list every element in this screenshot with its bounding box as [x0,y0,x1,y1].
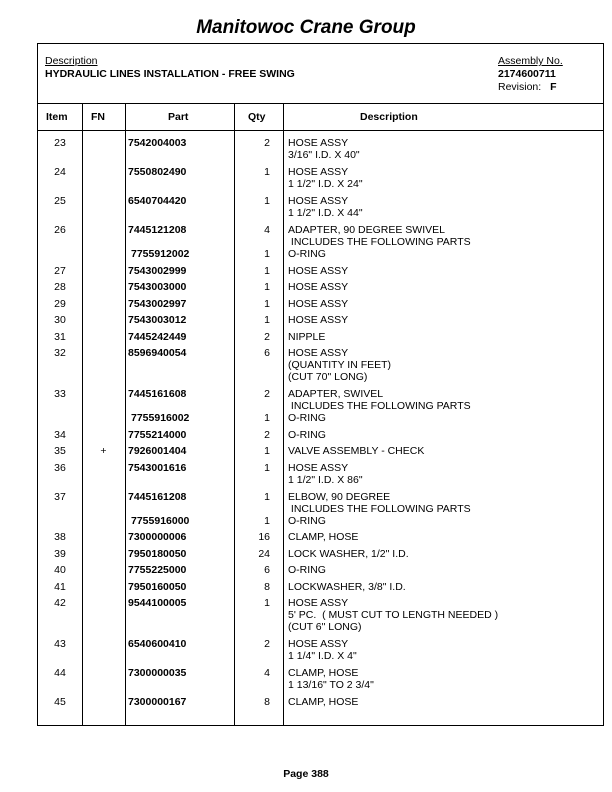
item-number: 37 [54,490,66,503]
item-number: 44 [54,667,66,679]
part-description: O-RING [288,428,326,441]
quantity: 1 [264,514,270,527]
quantity: 1 [264,597,270,609]
part-number: 7543001616 [128,461,187,474]
part-description: 1 1/4" I.D. X 4" [288,650,357,662]
item-number: 29 [54,297,66,310]
part-description: LOCKWASHER, 3/8" I.D. [288,580,406,593]
item-number: 35 [54,445,66,457]
part-number: 9544100005 [128,597,187,609]
part-description: LOCK WASHER, 1/2" I.D. [288,547,409,560]
parts-list-frame [37,43,604,726]
part-description: HOSE ASSY [288,347,349,359]
item-number: 32 [54,347,66,359]
part-description: 1 1/2" I.D. X 86" [288,473,363,486]
part-number: 7950160050 [128,580,187,593]
part-description: CLAMP, HOSE [288,696,359,708]
quantity: 6 [264,347,270,359]
quantity: 1 [264,297,270,310]
part-number: 7300000167 [128,696,187,708]
quantity: 2 [264,137,270,149]
item-number: 41 [54,580,66,593]
assembly-description: HYDRAULIC LINES INSTALLATION - FREE SWING [45,68,295,80]
quantity: 1 [264,412,270,424]
quantity: 1 [264,248,270,260]
quantity: 1 [264,195,270,207]
quantity: 4 [264,667,270,679]
column-header-description: Description [360,111,418,123]
item-number: 43 [54,638,66,650]
quantity: 6 [264,564,270,576]
part-description: HOSE ASSY [288,137,349,149]
quantity: 24 [258,547,270,560]
part-description: HOSE ASSY [288,461,349,474]
item-number: 34 [54,428,66,441]
quantity: 2 [264,330,270,343]
item-number: 39 [54,547,66,560]
part-number: 7543003012 [128,314,187,326]
column-header-fn: FN [91,111,105,123]
item-number: 45 [54,696,66,708]
column-headers [38,104,603,131]
part-number: 7950180050 [128,547,187,560]
part-description: (CUT 6" LONG) [288,621,362,633]
assembly-header [38,44,603,104]
part-description: (CUT 70" LONG) [288,371,368,383]
part-number: 7445161208 [128,490,187,503]
part-description: INCLUDES THE FOLLOWING PARTS [288,502,471,515]
column-divider [125,104,126,725]
part-description: ADAPTER, SWIVEL [288,388,384,400]
part-description: O-RING [288,412,326,424]
part-number: 7755916002 [131,412,190,424]
item-number: 30 [54,314,66,326]
quantity: 2 [264,428,270,441]
revision-label: Revision: [498,81,542,93]
item-number: 40 [54,564,66,576]
part-number: 7755225000 [128,564,187,576]
part-description: INCLUDES THE FOLLOWING PARTS [288,400,471,412]
item-number: 38 [54,531,66,543]
part-number: 7755912002 [131,248,190,260]
part-number: 7550802490 [128,166,187,178]
quantity: 2 [264,388,270,400]
item-number: 42 [54,597,66,609]
fn-marker: + [100,445,107,457]
part-number: 7543003000 [128,281,187,293]
part-description: 5' PC. ( MUST CUT TO LENGTH NEEDED ) [288,609,499,621]
item-number: 33 [54,388,66,400]
quantity: 1 [264,166,270,178]
part-description: (QUANTITY IN FEET) [288,359,392,371]
part-number: 6540600410 [128,638,187,650]
part-description: O-RING [288,248,326,260]
part-description: HOSE ASSY [288,638,349,650]
page-number: Page 388 [283,768,329,780]
part-number: 7543002999 [128,264,187,277]
part-number: 7542004003 [128,137,187,149]
part-description: HOSE ASSY [288,281,349,293]
part-number: 7445121208 [128,224,187,236]
part-number: 7445242449 [128,330,187,343]
part-description: HOSE ASSY [288,195,349,207]
part-description: HOSE ASSY [288,264,349,277]
part-description: VALVE ASSEMBLY - CHECK [288,445,425,457]
part-description: HOSE ASSY [288,597,349,609]
quantity: 1 [264,314,270,326]
item-number: 25 [54,195,66,207]
part-number: 7300000035 [128,667,187,679]
part-description: CLAMP, HOSE [288,667,359,679]
part-number: 7300000006 [128,531,187,543]
quantity: 8 [264,696,270,708]
column-header-item: Item [46,111,68,123]
column-divider [82,104,83,725]
part-number: 7755916000 [131,514,190,527]
part-description: 1 1/2" I.D. X 44" [288,207,363,219]
part-number: 7926001404 [128,445,187,457]
part-number: 7445161608 [128,388,187,400]
revision-value: F [550,81,557,93]
description-label: Description [45,55,98,67]
part-description: CLAMP, HOSE [288,531,359,543]
part-description: HOSE ASSY [288,297,349,310]
part-description: NIPPLE [288,330,326,343]
part-description: 1 1/2" I.D. X 24" [288,178,363,190]
part-description: HOSE ASSY [288,314,349,326]
page-title: Manitowoc Crane Group [196,17,416,38]
part-number: 7755214000 [128,428,187,441]
column-header-part: Part [168,111,189,123]
part-number: 8596940054 [128,347,187,359]
column-header-qty: Qty [248,111,266,123]
part-description: ELBOW, 90 DEGREE [288,490,391,503]
quantity: 16 [258,531,270,543]
part-number: 6540704420 [128,195,187,207]
part-description: HOSE ASSY [288,166,349,178]
assembly-number-label: Assembly No. [498,55,563,67]
part-description: 1 13/16" TO 2 3/4" [288,679,374,691]
quantity: 2 [264,638,270,650]
part-description: O-RING [288,514,326,527]
item-number: 24 [54,166,66,178]
quantity: 1 [264,445,270,457]
quantity: 1 [264,264,270,277]
item-number: 27 [54,264,66,277]
part-description: ADAPTER, 90 DEGREE SWIVEL [288,224,445,236]
part-number: 7543002997 [128,297,187,310]
item-number: 28 [54,281,66,293]
item-number: 36 [54,461,66,474]
item-number: 23 [54,137,66,149]
quantity: 1 [264,281,270,293]
quantity: 1 [264,490,270,503]
quantity: 8 [264,580,270,593]
item-number: 26 [54,224,66,236]
assembly-number: 2174600711 [498,68,556,80]
quantity: 4 [264,224,270,236]
column-divider [283,104,284,725]
quantity: 1 [264,461,270,474]
part-description: O-RING [288,564,326,576]
item-number: 31 [54,330,66,343]
part-description: 3/16" I.D. X 40" [288,149,360,161]
part-description: INCLUDES THE FOLLOWING PARTS [288,236,471,248]
